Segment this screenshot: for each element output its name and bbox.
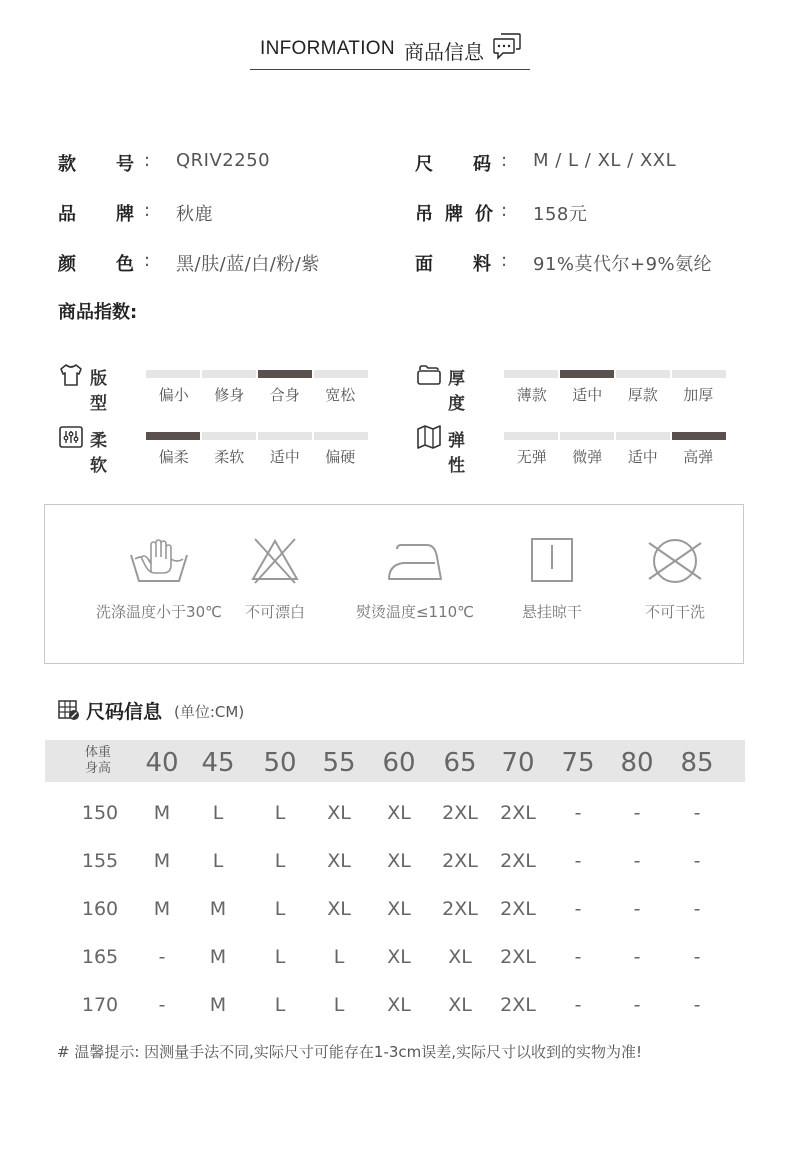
size-cell: - — [158, 946, 166, 968]
size-note: # 温馨提示: 因测量手法不同,实际尺寸可能存在1-3cm误差,实际尺寸以收到的实物为准! — [57, 1043, 643, 1061]
index-option: 修身 — [214, 386, 245, 404]
index-option: 薄款 — [516, 386, 547, 404]
index-bar — [146, 370, 368, 378]
info-value: M / L / XL / XXL — [533, 150, 677, 171]
index-options — [146, 384, 368, 405]
index-option: 合身 — [269, 386, 300, 404]
info-colon: : — [144, 200, 151, 221]
table-corner — [85, 745, 111, 777]
size-cell: - — [574, 946, 582, 968]
chat-bubble-icon — [492, 32, 522, 60]
index-bar — [146, 432, 368, 440]
header-title-zh: 商品信息 — [404, 40, 484, 64]
index-segment — [202, 370, 256, 378]
info-label — [415, 150, 491, 176]
info-label — [58, 200, 134, 226]
size-cell: XL — [387, 898, 411, 920]
size-cell: M — [153, 850, 171, 872]
size-cell: XL — [387, 994, 411, 1016]
info-label-char: 牌 — [116, 204, 134, 225]
index-bar — [504, 432, 726, 440]
care-item-hang — [492, 535, 612, 622]
size-cell: 2XL — [500, 802, 536, 824]
care-text: 熨烫温度≤110℃ — [355, 603, 475, 621]
index-option: 厚款 — [627, 386, 658, 404]
index-option: 高弹 — [683, 448, 714, 466]
size-cell: M — [209, 946, 227, 968]
info-colon: : — [501, 200, 508, 221]
weight-header: 55 — [322, 748, 356, 778]
weight-header: 80 — [620, 748, 654, 778]
size-table-header — [45, 740, 745, 782]
size-cell: L — [333, 994, 345, 1016]
index-segment-selected — [672, 432, 726, 440]
care-text: 不可干洗 — [644, 603, 705, 621]
index-option: 适中 — [627, 448, 658, 466]
corner-height-label: 身高 — [85, 761, 112, 776]
info-row — [58, 250, 398, 280]
info-label — [58, 150, 134, 176]
care-item-iron — [335, 535, 495, 622]
no-dry-clean-icon — [643, 535, 707, 587]
row-height: 155 — [81, 850, 119, 872]
info-label — [415, 250, 491, 276]
info-label — [415, 200, 493, 226]
size-cell: 2XL — [500, 946, 536, 968]
info-row — [415, 200, 755, 230]
weight-header: 75 — [561, 748, 595, 778]
info-row — [415, 150, 755, 180]
map-fold-icon — [416, 424, 442, 450]
size-cell: - — [158, 994, 166, 1016]
info-label-char: 面 — [415, 254, 433, 275]
folder-icon — [416, 362, 442, 388]
index-segment — [258, 432, 312, 440]
size-cell: M — [209, 898, 227, 920]
care-text: 洗涤温度小于30℃ — [96, 603, 222, 621]
size-cell: XL — [448, 946, 472, 968]
index-segment — [504, 370, 558, 378]
corner-weight-label: 体重 — [85, 745, 112, 760]
size-unit: (单位:CM) — [174, 703, 245, 721]
index-options — [504, 446, 726, 467]
index-segment — [616, 432, 670, 440]
size-cell: L — [274, 994, 286, 1016]
size-cell: XL — [327, 850, 351, 872]
index-option: 柔软 — [214, 448, 245, 466]
section-header — [250, 30, 530, 70]
index-segment — [504, 432, 558, 440]
info-row — [58, 150, 398, 180]
size-title-text: 尺码信息 — [86, 701, 163, 723]
size-cell: XL — [387, 850, 411, 872]
info-label-char: 颜 — [58, 254, 76, 275]
size-cell: L — [274, 946, 286, 968]
size-cell: 2XL — [500, 994, 536, 1016]
index-option: 偏小 — [158, 386, 189, 404]
hand-wash-icon — [127, 535, 191, 587]
size-cell: L — [274, 802, 286, 824]
info-value: 91%莫代尔+9%氨纶 — [533, 254, 713, 275]
size-cell: L — [274, 850, 286, 872]
info-label-char: 码 — [473, 154, 491, 175]
size-cell: - — [693, 898, 701, 920]
size-cell: - — [633, 850, 641, 872]
size-cell: 2XL — [442, 898, 478, 920]
index-option: 宽松 — [325, 386, 356, 404]
care-item-dryclean — [615, 535, 735, 622]
care-text: 悬挂晾干 — [521, 603, 582, 621]
size-cell: - — [574, 802, 582, 824]
index-segment-selected — [560, 370, 614, 378]
weight-header: 65 — [443, 748, 477, 778]
info-label-char: 品 — [58, 204, 76, 225]
row-height: 160 — [81, 898, 119, 920]
index-option: 加厚 — [683, 386, 714, 404]
row-height: 170 — [81, 994, 119, 1016]
size-cell: M — [209, 994, 227, 1016]
index-segment — [560, 432, 614, 440]
index-options — [146, 446, 368, 467]
index-segment — [616, 370, 670, 378]
info-label-char: 价 — [475, 204, 493, 225]
size-cell: 2XL — [500, 850, 536, 872]
index-option: 偏柔 — [158, 448, 189, 466]
weight-header: 50 — [263, 748, 297, 778]
info-label-char: 牌 — [445, 204, 463, 225]
index-name: 厚度 — [448, 369, 465, 414]
size-cell: 2XL — [442, 802, 478, 824]
index-bar — [504, 370, 726, 378]
info-label-char: 色 — [116, 254, 134, 275]
size-cell: 2XL — [500, 898, 536, 920]
size-cell: - — [633, 946, 641, 968]
info-label — [58, 250, 134, 276]
index-option: 适中 — [572, 386, 603, 404]
index-segment — [314, 370, 368, 378]
size-cell: XL — [327, 898, 351, 920]
info-value: 秋鹿 — [176, 204, 213, 225]
size-cell: - — [693, 850, 701, 872]
size-cell: - — [574, 994, 582, 1016]
size-cell: L — [274, 898, 286, 920]
iron-icon — [383, 535, 447, 587]
size-cell: - — [693, 946, 701, 968]
size-cell: - — [633, 994, 641, 1016]
size-cell: M — [153, 898, 171, 920]
weight-header: 45 — [201, 748, 235, 778]
index-segment-selected — [146, 432, 200, 440]
care-text: 不可漂白 — [244, 603, 305, 621]
size-cell: - — [693, 802, 701, 824]
index-name: 版型 — [90, 369, 107, 414]
size-cell: XL — [387, 946, 411, 968]
index-segment — [672, 370, 726, 378]
size-cell: XL — [387, 802, 411, 824]
size-cell: - — [574, 850, 582, 872]
no-bleach-icon — [243, 535, 307, 587]
info-colon: : — [144, 150, 151, 171]
info-label-char: 料 — [473, 254, 491, 275]
index-name: 弹性 — [448, 431, 465, 476]
size-cell: L — [333, 946, 345, 968]
info-value: 黑/肤/蓝/白/粉/紫 — [176, 254, 320, 275]
info-colon: : — [501, 250, 508, 271]
info-value: QRIV2250 — [176, 150, 271, 171]
index-options — [504, 384, 726, 405]
care-item-bleach — [215, 535, 335, 622]
row-height: 150 — [81, 802, 119, 824]
weight-header: 60 — [382, 748, 416, 778]
care-instructions-box — [44, 504, 744, 664]
weight-header: 85 — [680, 748, 714, 778]
size-cell: XL — [327, 802, 351, 824]
weight-header: 70 — [501, 748, 535, 778]
equalizer-icon — [58, 424, 84, 450]
index-title: 商品指数: — [58, 302, 138, 323]
size-cell: - — [633, 898, 641, 920]
info-label-char: 款 — [58, 154, 76, 175]
row-height: 165 — [81, 946, 119, 968]
index-option: 偏硬 — [325, 448, 356, 466]
index-name: 柔软 — [90, 431, 107, 476]
index-option: 微弹 — [572, 448, 603, 466]
info-label-char: 号 — [116, 154, 134, 175]
hang-dry-icon — [520, 535, 584, 587]
info-value: 158元 — [533, 204, 588, 225]
tshirt-icon — [58, 362, 84, 388]
info-row — [58, 200, 398, 230]
header-title-en: INFORMATION — [260, 38, 395, 59]
info-row — [415, 250, 755, 280]
size-cell: L — [212, 850, 224, 872]
size-cell: - — [633, 802, 641, 824]
size-cell: - — [693, 994, 701, 1016]
size-cell: XL — [448, 994, 472, 1016]
weight-header: 40 — [145, 748, 179, 778]
info-colon: : — [144, 250, 151, 271]
info-label-char: 尺 — [415, 154, 433, 175]
index-segment-selected — [258, 370, 312, 378]
index-segment — [146, 370, 200, 378]
size-cell: 2XL — [442, 850, 478, 872]
size-table-icon — [58, 699, 80, 721]
index-segment — [202, 432, 256, 440]
info-colon: : — [501, 150, 508, 171]
index-option: 适中 — [269, 448, 300, 466]
size-cell: M — [153, 802, 171, 824]
size-cell: L — [212, 802, 224, 824]
info-label-char: 吊 — [415, 204, 433, 225]
index-option: 无弹 — [516, 448, 547, 466]
index-segment — [314, 432, 368, 440]
size-cell: - — [574, 898, 582, 920]
